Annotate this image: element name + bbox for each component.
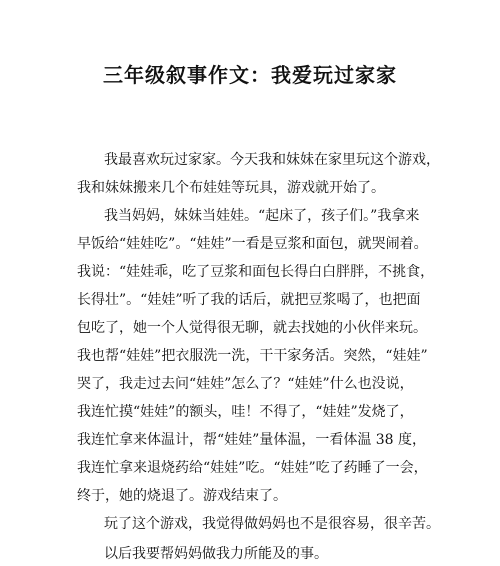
paragraph-line: 终于，她的烧退了。游戏结束了。 [77,488,287,504]
paragraph-line: 我当妈妈，妹妹当娃娃。“起床了，孩子们。”我拿来 [104,208,420,224]
paragraph-line: 哭了，我走过去问“娃娃”怎么了？“娃娃”什么也没说， [77,376,414,392]
paragraph-line: 包吃了，她一个人觉得很无聊，就去找她的小伙伴来玩。 [77,320,427,336]
paragraph-line: 我说：“娃娃乖，吃了豆浆和面包长得白白胖胖，不挑食， [77,264,435,280]
paragraph-line: 我最喜欢玩过家家。今天我和妹妹在家里玩这个游戏， [104,152,440,168]
paragraph-line: 以后我要帮妈妈做我力所能及的事。 [104,546,328,562]
paragraph-line: 我也帮“娃娃”把衣服洗一洗，干干家务活。突然，“娃娃” [77,348,428,364]
paragraph-line: 早饭给“娃娃吃”。“娃娃”一看是豆浆和面包，就哭闹着。 [77,236,428,252]
paragraph-line: 我和妹妹搬来几个布娃娃等玩具，游戏就开始了。 [77,180,385,196]
document-title: 三年级叙事作文：我爱玩过家家 [103,63,397,87]
paragraph-line: 长得壮”。“娃娃”听了我的话后，就把豆浆喝了，也把面 [77,292,421,308]
paragraph-line: 我连忙拿来体温计，帮“娃娃”量体温，一看体温 38 度， [77,432,427,448]
paragraph-line: 我连忙拿来退烧药给“娃娃”吃。“娃娃”吃了药睡了一会， [77,460,428,476]
paragraph-line: 我连忙摸“娃娃”的额头，哇！不得了，“娃娃”发烧了， [77,404,414,420]
paragraph-line: 玩了这个游戏，我觉得做妈妈也不是很容易，很辛苦。 [104,516,440,532]
